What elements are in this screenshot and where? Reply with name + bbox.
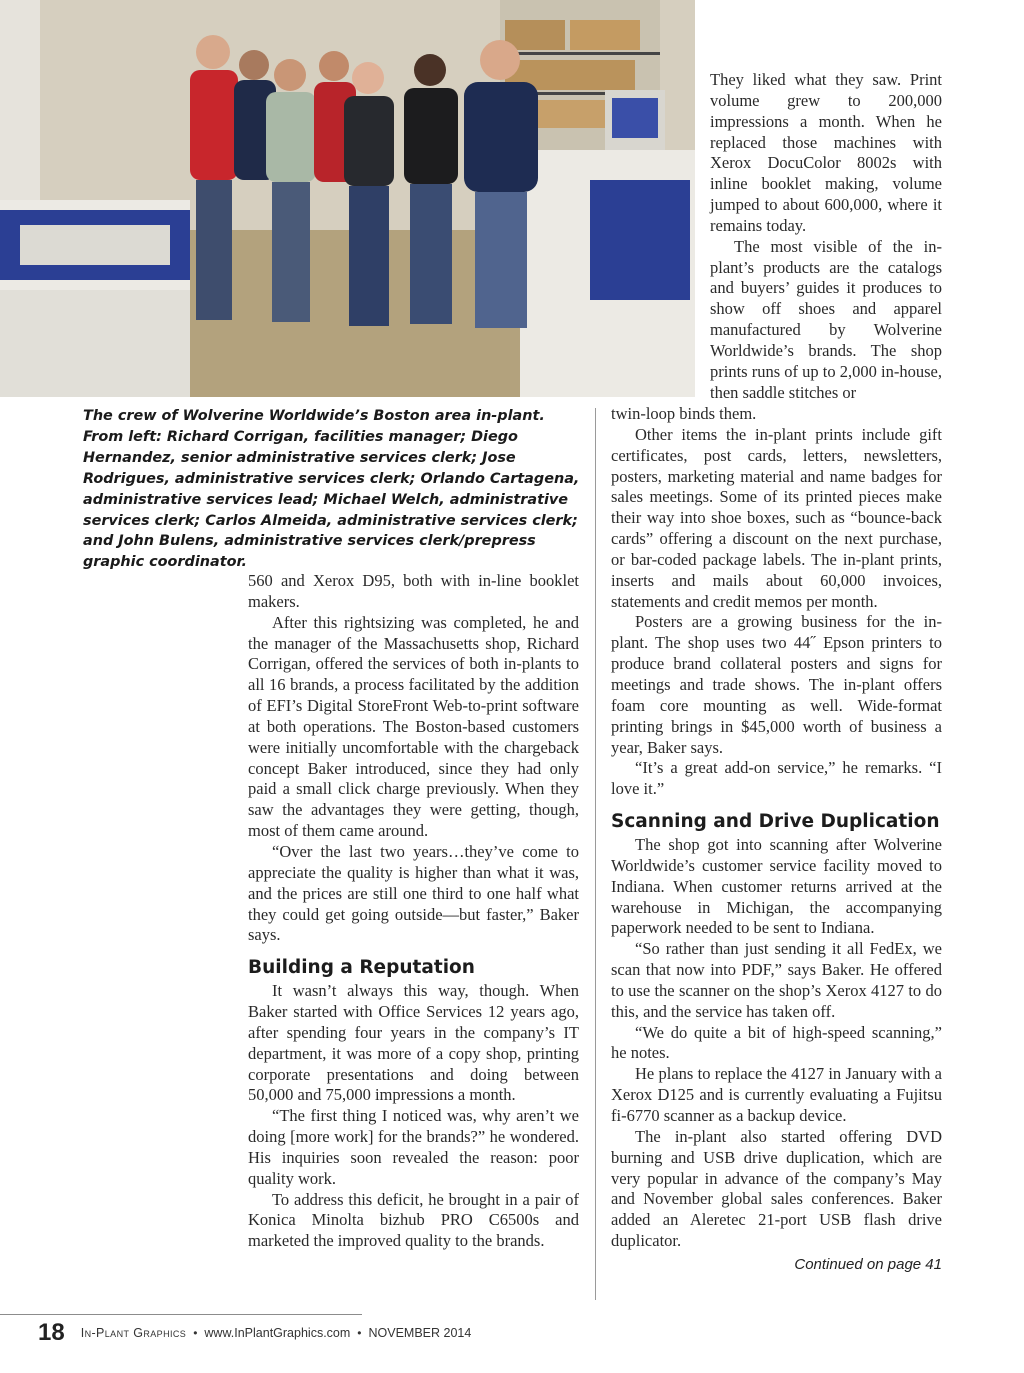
continued-link[interactable]: Continued on page 41 xyxy=(794,1255,942,1273)
bullet-separator: • xyxy=(357,1326,362,1340)
top-right-column xyxy=(710,70,942,404)
person-7 xyxy=(464,40,538,328)
page-footer xyxy=(38,1319,471,1347)
paragraph: To address this deficit, he brought in a pair of Konica Minolta bizhub PRO C6500s and marketed the improved quality to the brands. xyxy=(248,1189,579,1251)
person-1 xyxy=(190,35,238,320)
paragraph: “We do quite a bit of high-speed scanning,” he notes. xyxy=(611,1022,942,1063)
paragraph: It wasn’t always this way, though. When Baker started with Office Services 12 years ago, after spending four years in the company’s IT department, it was more of a copy shop, printing corporate presentations and doing between 50,000 and 75,000 impressions a month. xyxy=(248,981,579,1105)
paragraph: The most visible of the in-plant’s products are the catalogs and buyers’ guides it produces to show off shoes and apparel manufactured by Wolverine Worldwide’s brands. The shop prints runs of up to 2,000 in-house, then saddle stitches or xyxy=(710,236,942,402)
bullet-separator: • xyxy=(193,1326,198,1340)
person-5 xyxy=(344,62,394,326)
crew-photo-illustration xyxy=(0,0,695,397)
magazine-name: In-Plant Graphics xyxy=(80,1326,187,1340)
paragraph: twin-loop binds them. xyxy=(611,404,757,423)
paragraph: The in-plant also started offering DVD burning and USB drive duplication, which are very popular in advance of the company’s May and November global sales conferences. Baker added an Aleretec 21-port USB flash drive duplicator. xyxy=(611,1126,942,1251)
issue-date: NOVEMBER 2014 xyxy=(368,1326,472,1340)
paragraph: 560 and Xerox D95, both with in-line booklet makers. xyxy=(248,571,579,611)
paragraph: After this rightsizing was completed, he and the manager of the Massachusetts shop, Richard Corrigan, offered the services of both in-plants to all 16 brands, a process facilitated by the addition of EFI’s Digital StoreFront Web-to-print software at both operations. The Boston-based customers were initially uncomfortable with the chargeback concept Baker introduced, since they had only paid a small click charge previously. When they saw the advantages they were getting, though, most of them came around. xyxy=(248,612,579,841)
paragraph: Posters are a growing business for the in-plant. The shop uses two 44˝ Epson printers to produce brand collateral posters and signs for meetings and trade shows. The in-plant offers foam core mounting as well. Wide-format printing brings in $45,000 worth of business a year, Baker says. xyxy=(611,612,942,757)
left-column xyxy=(248,571,579,1252)
page-number: 18 xyxy=(38,1319,65,1346)
website-url[interactable]: www.InPlantGraphics.com xyxy=(204,1326,351,1340)
paragraph: “The first thing I noticed was, why aren’t we doing [more work] for the brands?” he wondered. His inquiries soon revealed the reason: poor quality work. xyxy=(248,1106,579,1188)
paragraph: “It’s a great add-on service,” he remarks. “I love it.” xyxy=(611,758,942,799)
section-heading-scanning: Scanning and Drive Duplication xyxy=(611,811,940,833)
right-column xyxy=(611,404,942,1276)
paragraph: The shop got into scanning after Wolverine Worldwide’s customer service facility moved to Indiana. When customer returns arrived at the warehouse in Michigan, the accompanying paperwork needed to be sent to Indiana. xyxy=(611,835,942,938)
crew-photo xyxy=(0,0,695,397)
section-heading-building-reputation: Building a Reputation xyxy=(248,957,475,979)
column-divider xyxy=(595,408,596,1300)
paragraph: “Over the last two years…they’ve come to appreciate the quality is higher than what it was, and the prices are still one third to one half what they could get going outside—but faster,” Baker says. xyxy=(248,841,579,945)
photo-caption: The crew of Wolverine Worldwide’s Boston area in-plant. From left: Richard Corrigan, facilities manager; Diego Hernandez, senior administrative services clerk; Jose Rodrigues, administrative services clerk; Orlando Cartagena, administrative services lead; Michael Welch, administrative services clerk; Carlos Almeida, administrative services clerk; and John Bulens, administrative services clerk/prepress graphic coordinator. xyxy=(83,408,580,571)
paragraph: He plans to replace the 4127 in January with a Xerox D125 and is currently evaluating a Fujitsu fi-6770 scanner as a backup device. xyxy=(611,1064,942,1125)
footer-rule xyxy=(0,1314,362,1315)
paragraph: “So rather than just sending it all FedEx, we scan that now into PDF,” says Baker. He offered to use the scanner on the shop’s Xerox 4127 to do this, and the service has taken off. xyxy=(611,939,942,1021)
paragraph: Other items the in-plant prints include gift certificates, post cards, letters, newsletters, posters, marketing material and name badges for sales meetings. Some of its printed pieces make their way into shoe boxes, such as “bounce-back cards” offering a discount on the next purchase, or bar-coded package labels. The in-plant prints, inserts and mails about 60,000 invoices, statements and credit memos per month. xyxy=(611,424,942,611)
person-6 xyxy=(404,54,458,324)
person-3 xyxy=(266,59,316,322)
paragraph: They liked what they saw. Print volume grew to 200,000 impressions a month. When he replaced those machines with Xerox DocuColor 8002s with inline booklet making, volume jumped to about 600,000, where it remains today. xyxy=(710,70,942,235)
